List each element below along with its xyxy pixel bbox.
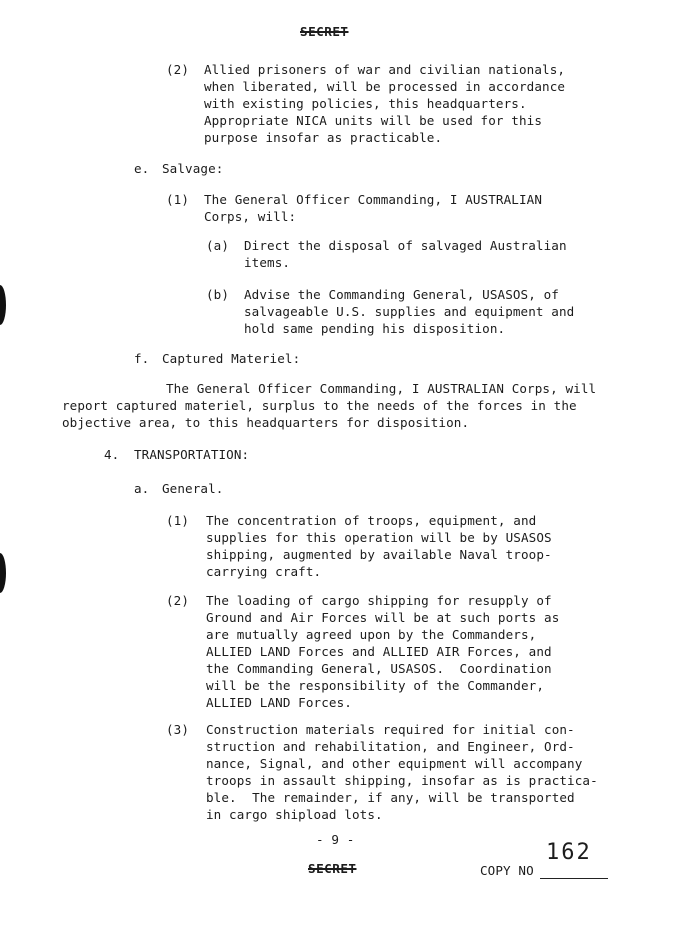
paragraph-line: in cargo shipload lots. xyxy=(206,807,383,822)
item-number: (1) xyxy=(166,513,190,528)
paragraph-line: ALLIED LAND Forces and ALLIED AIR Forces, and xyxy=(206,644,552,659)
section-heading: Salvage: xyxy=(162,161,224,176)
copy-label: COPY NO xyxy=(480,863,534,878)
copy-number: 162 xyxy=(546,840,592,865)
copy-underline xyxy=(540,878,608,879)
section-heading: Captured Materiel: xyxy=(162,351,301,366)
binder-hole xyxy=(0,553,6,593)
paragraph-line: report captured materiel, surplus to the needs of the forces in the xyxy=(62,398,577,413)
paragraph-line: Appropriate NICA units will be used for this xyxy=(204,113,543,128)
subitem-number: (a) xyxy=(206,238,230,253)
paragraph-line: struction and rehabilitation, and Engineer, Ord- xyxy=(206,739,575,754)
item-number: (3) xyxy=(166,722,190,737)
paragraph-line: The loading of cargo shipping for resupply of xyxy=(206,593,552,608)
paragraph-line: The General Officer Commanding, I AUSTRALIAN xyxy=(204,192,543,207)
paragraph-line: Advise the Commanding General, USASOS, of xyxy=(244,287,559,302)
paragraph-line: nance, Signal, and other equipment will accompany xyxy=(206,756,583,771)
paragraph-line: hold same pending his disposition. xyxy=(244,321,506,336)
paragraph-line: with existing policies, this headquarters. xyxy=(204,96,527,111)
paragraph-line: ALLIED LAND Forces. xyxy=(206,695,352,710)
section-label: f. xyxy=(134,351,150,366)
section-label: a. xyxy=(134,481,150,496)
paragraph-line: ble. The remainder, if any, will be transported xyxy=(206,790,575,805)
paragraph-line: will be the responsibility of the Commander, xyxy=(206,678,545,693)
paragraph-line: The concentration of troops, equipment, and xyxy=(206,513,537,528)
paragraph-line: the Commanding General, USASOS. Coordination xyxy=(206,661,552,676)
paragraph-line: when liberated, will be processed in accordance xyxy=(204,79,566,94)
paragraph-line: supplies for this operation will be by USASOS xyxy=(206,530,552,545)
section-number: 4. xyxy=(104,447,120,462)
paragraph-line: Construction materials required for initial con- xyxy=(206,722,575,737)
subitem-number: (b) xyxy=(206,287,230,302)
paragraph-line: are mutually agreed upon by the Commanders, xyxy=(206,627,537,642)
section-heading: TRANSPORTATION: xyxy=(134,447,250,462)
section-label: e. xyxy=(134,161,150,176)
paragraph-line: Allied prisoners of war and civilian nationals, xyxy=(204,62,566,77)
paragraph-line: shipping, augmented by available Naval troop- xyxy=(206,547,552,562)
section-heading: General. xyxy=(162,481,224,496)
page-number: - 9 - xyxy=(316,832,355,847)
paragraph-line: salvageable U.S. supplies and equipment and xyxy=(244,304,575,319)
paragraph-line: troops in assault shipping, insofar as is practica- xyxy=(206,773,598,788)
binder-hole xyxy=(0,285,6,325)
paragraph-line: Corps, will: xyxy=(204,209,297,224)
paragraph-line: carrying craft. xyxy=(206,564,322,579)
paragraph-line: items. xyxy=(244,255,291,270)
item-number: (2) xyxy=(166,593,190,608)
footer-classification: SECRET xyxy=(308,861,357,876)
item-number: (1) xyxy=(166,192,190,207)
paragraph-line: The General Officer Commanding, I AUSTRALIAN Corps, will xyxy=(166,381,597,396)
header-classification: SECRET xyxy=(300,24,349,39)
item-number: (2) xyxy=(166,62,190,77)
paragraph-line: Ground and Air Forces will be at such ports as xyxy=(206,610,560,625)
paragraph-line: Direct the disposal of salvaged Australian xyxy=(244,238,567,253)
paragraph-line: objective area, to this headquarters for disposition. xyxy=(62,415,470,430)
paragraph-line: purpose insofar as practicable. xyxy=(204,130,443,145)
